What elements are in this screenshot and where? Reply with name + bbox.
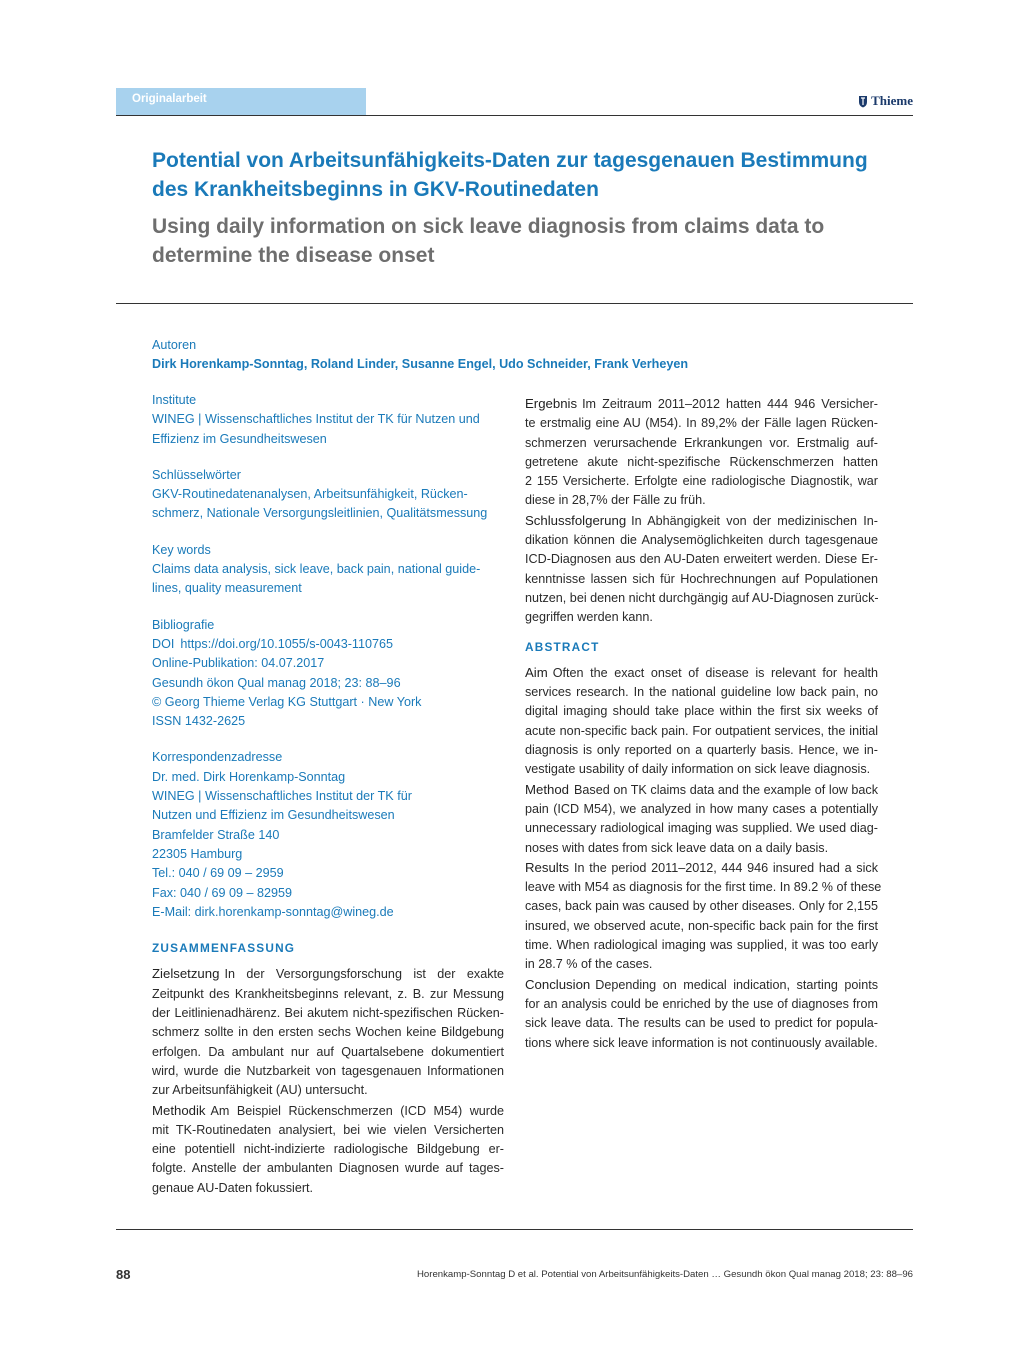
- keywords-en-line: lines, quality measurement: [152, 581, 302, 596]
- correspondence-line: WINEG | Wissenschaftliches Institut der TK für: [152, 789, 412, 804]
- para-line: In Abhängigkeit von der medizinischen In-: [631, 513, 878, 528]
- aim-label: Aim: [525, 664, 548, 680]
- title-english: Using daily information on sick leave diagnosis from claims data to determine the disease onset: [152, 215, 825, 267]
- doi-line: [152, 635, 504, 654]
- para-line: pain (ICD M54), we analyzed in how many cases a potentially: [525, 801, 878, 816]
- keywords-de-line: schmerz, Nationale Versorgungsleitlinien, Qualitätsmessung: [152, 506, 488, 521]
- zielsetzung-label: Zielsetzung: [152, 966, 220, 982]
- zielsetzung-paragraph: [152, 964, 504, 1100]
- para-line: getretene akute nicht-spezifische Rückenschmerzen hatten: [525, 454, 878, 469]
- para-line: services research. In the national guideline low back pain, no: [525, 685, 878, 700]
- para-line: acute non-specific back pain. For outpatient services, the initial: [525, 723, 878, 738]
- para-line: in 28.7 % of the cases.: [525, 957, 653, 972]
- para-line: der Leitlinienadhärenz. Bei akutem nicht-spezifischen Rücken-: [152, 1006, 504, 1021]
- page-number: 88: [116, 1267, 131, 1282]
- author-names: Dirk Horenkamp-Sonntag, Roland Linder, Susanne Engel, Udo Schneider, Frank Verheyen: [152, 357, 689, 371]
- publisher-logo: [858, 93, 913, 109]
- thieme-crest-icon: [858, 95, 868, 108]
- abstract-heading: ABSTRACT: [525, 639, 600, 654]
- para-line: schmerzen verursachende Erkrankungen vor. Erstmalig auf-: [525, 435, 878, 450]
- keywords-de-line: GKV-Routinedatenanalysen, Arbeitsunfähigkeit, Rücken-: [152, 487, 468, 502]
- conclusion-paragraph: [525, 975, 878, 1053]
- publisher-name: Thieme: [871, 93, 913, 108]
- para-line: gegriffen werden kann.: [525, 610, 653, 625]
- schlussfolgerung-paragraph: [525, 511, 878, 628]
- ergebnis-paragraph: [525, 394, 878, 511]
- para-line: Often the exact onset of disease is relevant for health: [552, 665, 878, 680]
- bibliography-line: Gesundh ökon Qual manag 2018; 23: 88–96: [152, 675, 401, 690]
- title-rule: [116, 303, 913, 304]
- header-rule: [116, 115, 913, 116]
- para-line: cases, back pain was caused by other diseases. Only for 2,155: [525, 899, 878, 914]
- bibliography-line: ISSN 1432-2625: [152, 714, 246, 729]
- conclusion-label: Conclusion: [525, 976, 591, 992]
- results-paragraph: [525, 858, 882, 975]
- bibliography-block: [152, 616, 504, 732]
- para-line: digital imaging should take place within the first six weeks of: [525, 704, 878, 719]
- zusammenfassung-heading: ZUSAMMENFASSUNG: [152, 941, 296, 956]
- ergebnis-label: Ergebnis: [525, 396, 578, 411]
- keywords-en-label: Key words: [152, 542, 211, 557]
- para-line: noses with dates from sick leave data on a daily basis.: [525, 840, 829, 855]
- para-line: folgte. Anstelle der ambulanten Diagnosen wurde auf tages-: [152, 1161, 504, 1176]
- schlussfolgerung-label: Schlussfolgerung: [525, 512, 627, 528]
- para-line: for an analysis could be enriched by the use of diagnoses from: [525, 996, 878, 1011]
- para-line: In der Versorgungsforschung ist der exakte: [224, 967, 504, 982]
- keywords-en-line: Claims data analysis, sick leave, back pain, national guide-: [152, 562, 481, 577]
- methodik-label: Methodik: [152, 1102, 206, 1118]
- para-line: unnecessary radiological imaging was supplied. We used diag-: [525, 821, 878, 836]
- para-line: schmerz sollte in den ersten sechs Wochen keine Bildgebung: [152, 1025, 504, 1040]
- para-line: Zeitpunkt des Krankheitsbeginns relevant, z. B. zur Messung: [152, 986, 504, 1001]
- para-line: Depending on medical indication, starting points: [595, 977, 878, 992]
- aim-paragraph: [525, 663, 878, 780]
- para-line: zur Arbeitsunfähigkeit (AU) untersucht.: [152, 1083, 368, 1098]
- para-line: 2 155 Versicherte. Erfolgte eine radiologische Diagnostik, war: [525, 474, 878, 489]
- institute-line: WINEG | Wissenschaftliches Institut der TK für Nutzen und: [152, 412, 480, 427]
- bibliography-label: Bibliografie: [152, 617, 215, 632]
- bibliography-line: Online-Publikation: 04.07.2017: [152, 656, 325, 671]
- left-column: [152, 391, 504, 1198]
- correspondence-line: Fax: 040 / 69 09 – 82959: [152, 885, 293, 900]
- right-column: [525, 394, 882, 1053]
- keywords-de-block: [152, 466, 504, 524]
- institute-block: [152, 391, 504, 449]
- para-line: nutzen, bei denen nicht durchgängig auf AU-Diagnosen zurück-: [525, 590, 879, 605]
- para-line: ICD-Diagnosen aus den AU-Daten erweitert werden. Diese Er-: [525, 552, 878, 567]
- section-tag: Originalarbeit: [132, 93, 207, 105]
- para-line: kenntnisse lassen sich für Hochrechnungen auf Populationen: [525, 571, 878, 586]
- para-line: In the period 2011–2012, 444 946 insured had a sick: [573, 860, 878, 875]
- doi-link[interactable]: https://doi.org/10.1055/s-0043-110765: [180, 636, 394, 651]
- bibliography-line: © Georg Thieme Verlag KG Stuttgart · New York: [152, 694, 422, 709]
- results-label: Results: [525, 859, 569, 875]
- correspondence-line: Bramfelder Straße 140: [152, 827, 280, 842]
- correspondence-line: 22305 Hamburg: [152, 846, 243, 861]
- para-line: te erstmalig eine AU (M54). In 89,2% der Fälle lagen Rücken-: [525, 416, 878, 431]
- para-line: erfolgen. Da ambulant nur auf Quartalsebene dokumentiert: [152, 1044, 504, 1059]
- para-line: insured, we observed acute, non-specific back pain for the first: [525, 918, 878, 933]
- para-line: eine potentiell nicht-indizierte radiologische Bildgebung er-: [152, 1142, 504, 1157]
- para-line: mit TK-Routinedaten analysiert, bei wie vielen Versicherten: [152, 1122, 504, 1137]
- method-label: Method: [525, 781, 569, 797]
- para-line: leave with M54 as diagnosis for the first time. In 89.2 % of these: [525, 880, 882, 895]
- correspondence-line: Dr. med. Dirk Horenkamp-Sonntag: [152, 769, 346, 784]
- keywords-en-block: [152, 541, 504, 599]
- para-line: Based on TK claims data and the example of low back: [574, 782, 878, 797]
- authors-label: Autoren: [152, 338, 197, 352]
- institute-line: Effizienz im Gesundheitswesen: [152, 431, 327, 446]
- method-paragraph: [525, 780, 878, 858]
- para-line: diagnosis is only reported on a quarterly basis. Hence, we in-: [525, 743, 878, 758]
- correspondence-line: Tel.: 040 / 69 09 – 2959: [152, 866, 284, 881]
- title-german: Potential von Arbeitsunfähigkeits-Daten zur tagesgenauen Bestimmung des Krankheitsbeginns in GKV-Routinedaten: [152, 149, 868, 201]
- email-link[interactable]: E-Mail: dirk.horenkamp-sonntag@wineg.de: [152, 904, 394, 919]
- running-head: Horenkamp-Sonntag D et al. Potential von Arbeitsunfähigkeits-Daten … Gesundh ökon Qual manag 2018; 23: 88–96: [417, 1269, 913, 1280]
- para-line: wird, wurde die Nutzbarkeit von tagesgenauen Informationen: [152, 1063, 504, 1078]
- para-line: dikation können die Analysemöglichkeiten durch tagesgenaue: [525, 533, 878, 548]
- para-line: sick leave data. The results can be used to predict for popula-: [525, 1016, 878, 1031]
- institute-label: Institute: [152, 393, 197, 407]
- correspondence-block: [152, 748, 504, 922]
- correspondence-label: Korrespondenzadresse: [152, 750, 283, 765]
- section-tag-bar: [116, 88, 366, 115]
- methodik-paragraph: [152, 1101, 504, 1198]
- para-line: Im Zeitraum 2011–2012 hatten 444 946 Versicher-: [582, 397, 878, 411]
- para-line: genaue AU-Daten fokussiert.: [152, 1180, 314, 1195]
- keywords-de-label: Schlüsselwörter: [152, 467, 241, 482]
- para-line: Am Beispiel Rückenschmerzen (ICD M54) wurde: [210, 1103, 504, 1118]
- correspondence-line: Nutzen und Effizienz im Gesundheitswesen: [152, 808, 395, 823]
- para-line: vestigate usability of daily information on sick leave diagnosis.: [525, 762, 871, 777]
- para-line: diese in 28,7% der Fälle zu früh.: [525, 493, 706, 508]
- footer-rule: [116, 1229, 913, 1230]
- doi-label: DOI: [152, 636, 175, 651]
- para-line: time. When radiological imaging was supplied, it was too early: [525, 938, 878, 953]
- para-line: tions where sick leave information is not continuously available.: [525, 1035, 878, 1050]
